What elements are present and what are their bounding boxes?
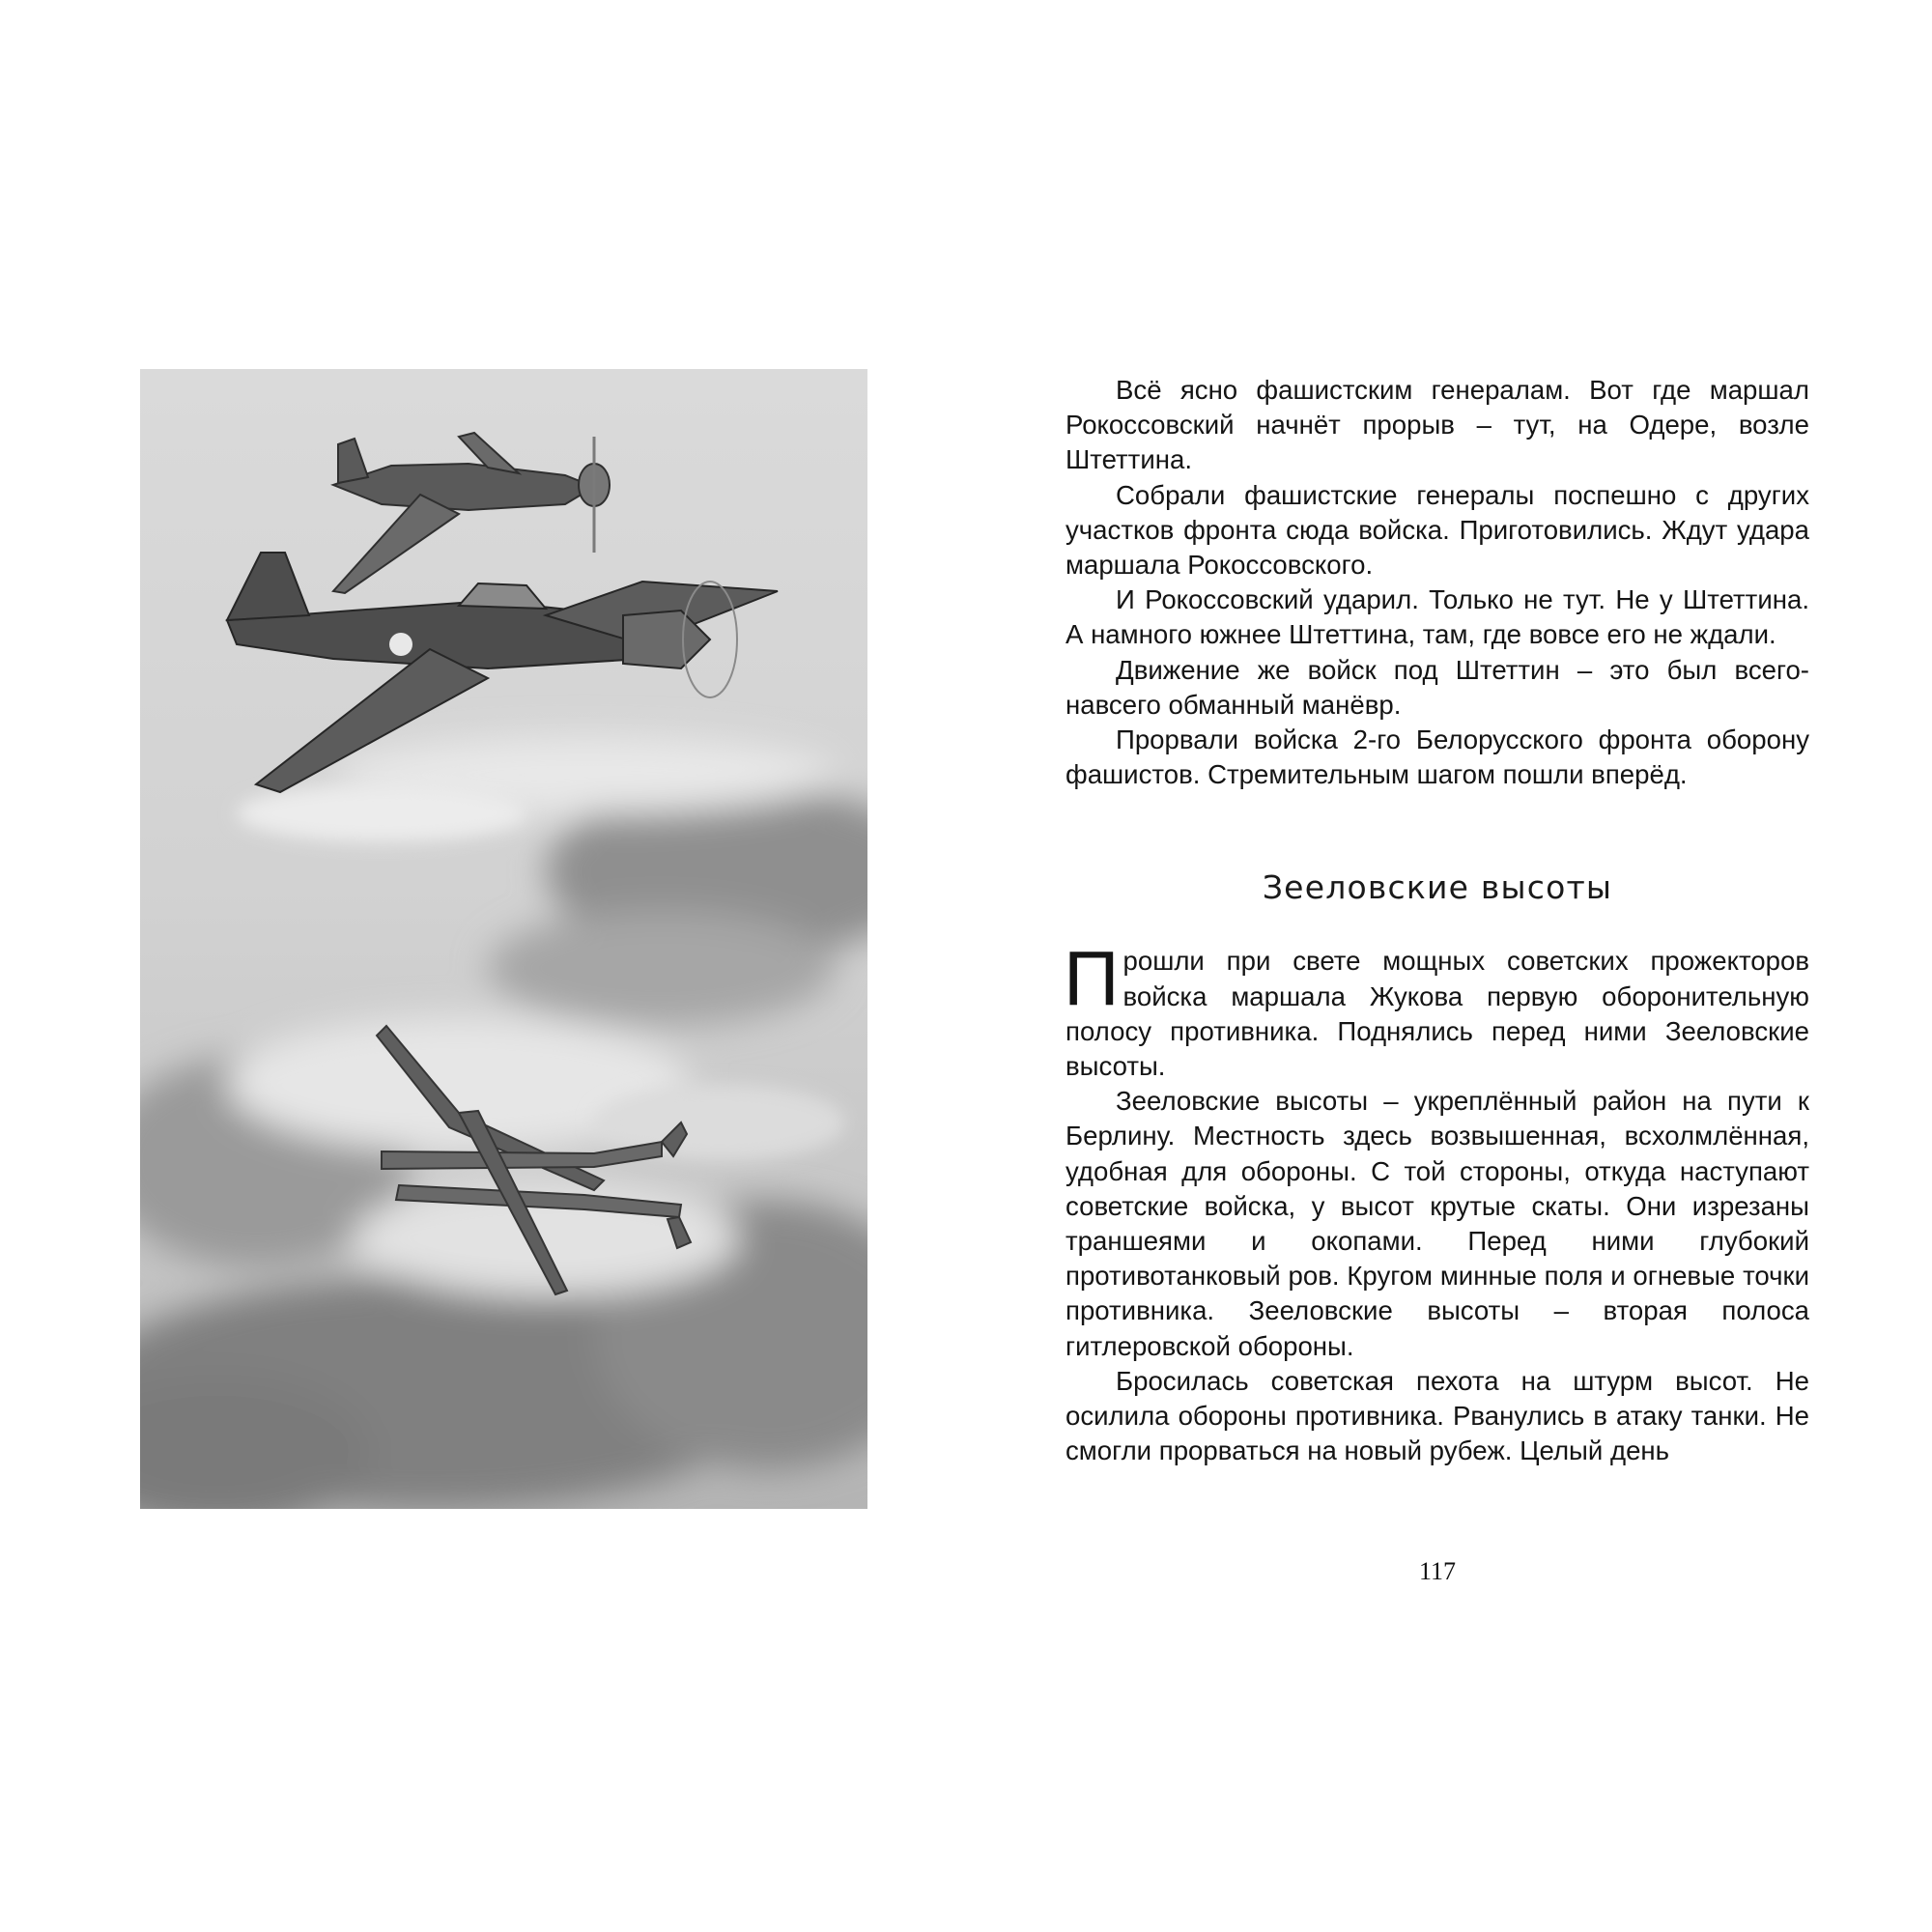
- section-heading: Зееловские высоты: [1262, 868, 1613, 907]
- illustration: [140, 369, 867, 1509]
- page-number: 117: [1418, 1557, 1457, 1585]
- paragraph: Собрали фашистские генералы поспешно с других участков фронта сюда войска. Приготовились. Ждут удара маршала Рокоссовского.: [1065, 479, 1809, 581]
- drop-cap: П: [1064, 935, 1120, 1022]
- paragraph: Движение же войск под Штеттин – это был всего-навсего обманный манёвр.: [1065, 654, 1809, 720]
- paragraph: Всё ясно фашистским генералам. Вот где маршал Рокоссовский начнёт прорыв – тут, на Одере, возле Штеттина.: [1065, 375, 1809, 475]
- opening-paragraph: [1064, 935, 1809, 1084]
- text-column: [1065, 373, 1809, 1468]
- paragraph: Бросилась советская пехота на штурм высот. Не осилила обороны противника. Рванулись в атаку танки. Не смогли прорваться на новый рубеж. Целый день: [1065, 1365, 1809, 1466]
- paragraph: Прорвали войска 2-го Белорусского фронта оборону фашистов. Стремительным шагом пошли вперёд.: [1065, 724, 1809, 790]
- paragraph: Зееловские высоты – укреплённый район на пути к Берлину. Местность здесь возвышенная, всхолмлённая, удобная для обороны. С той стороны, откуда наступают советские войска, у высот крутые скаты. Они изрезаны траншеями и окопами. Перед ними глубокий противотанковый ров. Кругом минные поля и огневые точки противника. Зееловские высоты – вторая полоса гитлеровской обороны.: [1065, 1086, 1809, 1361]
- opening-text: рошли при свете мощных советских прожекторов войска маршала Жукова первую оборонительную полосу противника. Поднялись перед ними Зееловские высоты.: [1065, 946, 1809, 1082]
- fighter-planes-illustration: [140, 369, 867, 1509]
- paragraph: И Рокоссовский ударил. Только не тут. Не у Штеттина. А намного южнее Штеттина, там, где вовсе его не ждали.: [1065, 584, 1809, 650]
